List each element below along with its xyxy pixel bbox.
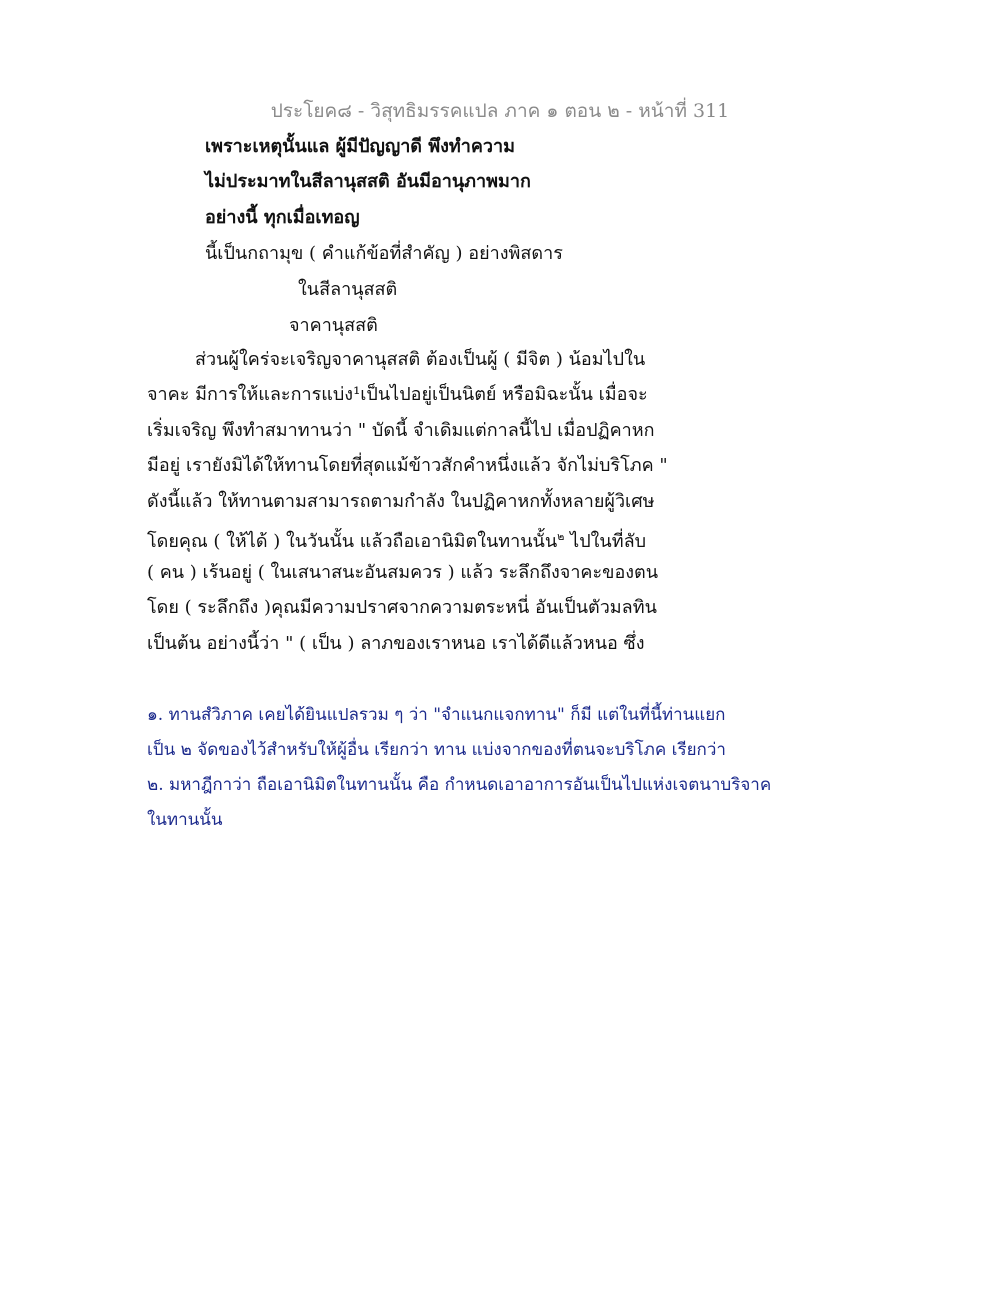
paragraph-line-5: ดังนี้แล้ว ให้ทานตามสามารถตามกำลัง ในปฏิคาหกทั้งหลายผู้วิเศษ [147,491,655,512]
verse-line-2: ไม่ประมาทในสีลานุสสติ อันมีอานุภาพมาก [205,171,531,192]
paragraph-line-2: จาคะ มีการให้และการแบ่ง¹เป็นไปอยู่เป็นนิตย์ หรือมิฉะนั้น เมื่อจะ [147,384,648,405]
paragraph-line-9: เป็นต้น อย่างนี้ว่า " ( เป็น ) ลาภของเราหนอ เราได้ดีแล้วหนอ ซึ่ง [147,633,645,654]
paragraph-line-1: ส่วนผู้ใคร่จะเจริญจาคานุสสติ ต้องเป็นผู้ ( มีจิต ) น้อมไปใน [195,349,646,370]
summary-line: นี้เป็นกถามุข ( คำแก้ข้อที่สำคัญ ) อย่างพิสดาร [205,243,563,264]
verse-line-1: เพราะเหตุนั้นแล ผู้มีปัญญาดี พึงทำความ [205,136,515,157]
section-title: จาคานุสสติ [289,315,378,336]
paragraph-line-6-text: โดยคุณ ( ให้ได้ ) ในวันนั้น แล้วถือเอานิมิตในทานนั้น [147,531,558,552]
paragraph-line-7: ( คน ) เร้นอยู่ ( ในเสนาสนะอันสมควร ) แล้ว ระลึกถึงจาคะของตน [147,562,659,583]
footnote-mark-2: ๒ [557,530,565,543]
paragraph-line-4: มีอยู่ เรายังมิได้ให้ทานโดยที่สุดแม้ข้าวสักคำหนึ่งแล้ว จักไม่บริโภค " [147,455,668,476]
footnote-line-1: ๑. ทานสํวิภาค เคยได้ยินแปลรวม ๆ ว่า "จำแนกแจกทาน" ก็มี แต่ในที่นี้ท่านแยก [147,705,726,725]
paragraph-line-8: โดย ( ระลึกถึง )คุณมีความปราศจากความตระหนี่ อันเป็นตัวมลทิน [147,597,657,618]
paragraph-line-6-tail: ไปในที่ลับ [564,531,647,552]
footnote-line-4: ในทานนั้น [147,810,223,830]
verse-line-3: อย่างนี้ ทุกเมื่อเทอญ [205,207,360,228]
footnote-line-3: ๒. มหาฎีกาว่า ถือเอานิมิตในทานนั้น คือ กำหนดเอาอาการอันเป็นไปแห่งเจตนาบริจาค [147,775,772,795]
summary-subline: ในสีลานุสสติ [298,279,398,300]
footnote-line-2: เป็น ๒ จัดของไว้สำหรับให้ผู้อื่น เรียกว่า ทาน แบ่งจากของที่ตนจะบริโภค เรียกว่า [147,740,726,760]
page-header: ประโยค๘ - วิสุทธิมรรคแปล ภาค ๑ ตอน ๒ - หน้าที่ 311 [270,100,730,122]
paragraph-line-3: เริ่มเจริญ พึงทำสมาทานว่า " บัดนี้ จำเดิมแต่กาลนี้ไป เมื่อปฏิคาหก [147,420,655,441]
paragraph-line-6 [147,523,647,556]
